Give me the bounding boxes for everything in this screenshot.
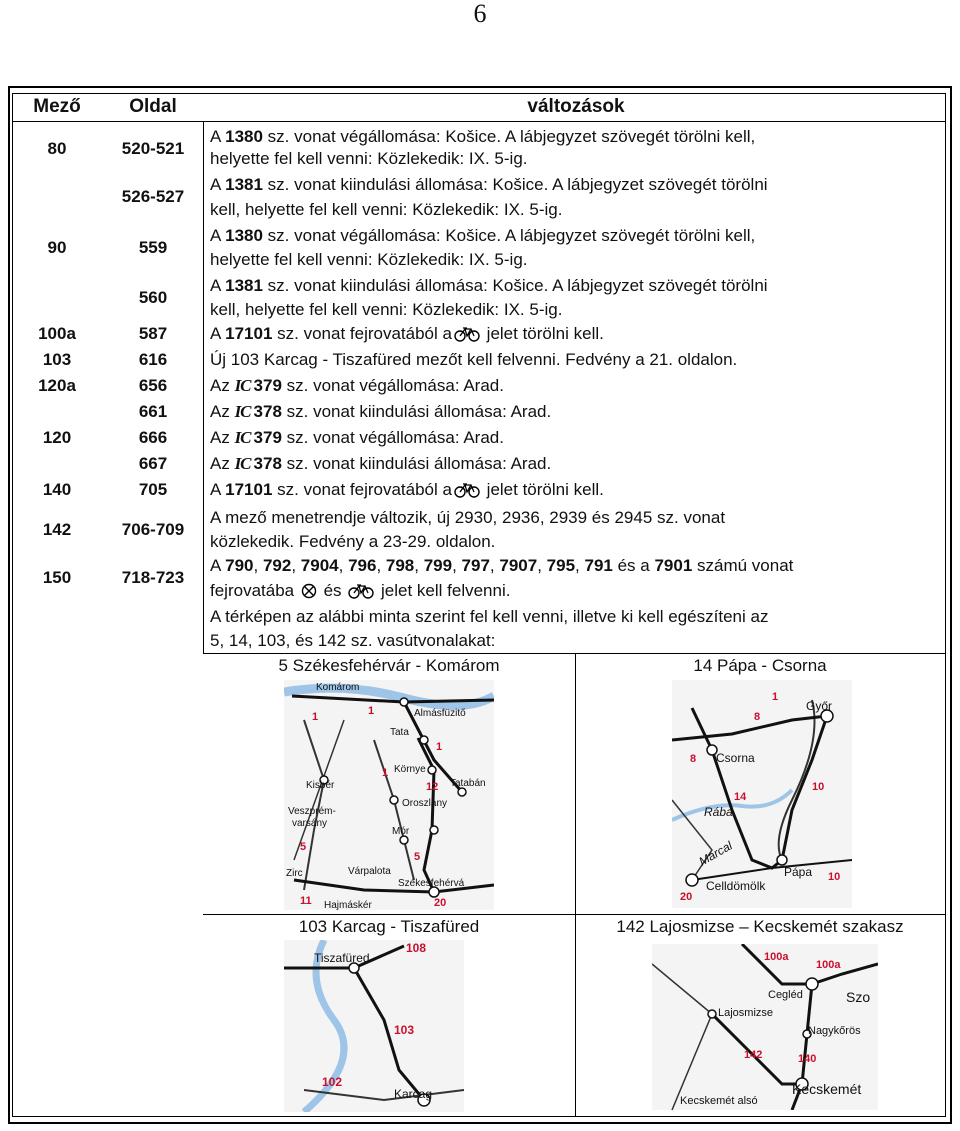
row-oldal: 560	[138, 288, 168, 307]
line-number: 5	[300, 841, 307, 853]
map-label: Veszprém-	[288, 806, 336, 817]
row-oldal: 587	[138, 324, 168, 343]
row-text: A 1380 sz. vonat végállomása: Košice. A lábjegyzet szövegét törölni kell,	[210, 226, 756, 245]
maps-intro: 5, 14, 103, és 142 sz. vasútvonalakat:	[210, 631, 496, 650]
row-oldal: 520-521	[121, 139, 185, 158]
header-valtozasok: változások	[527, 96, 625, 117]
row-oldal: 705	[138, 480, 168, 499]
rule	[12, 121, 946, 122]
map-label: Hajmáskér	[324, 900, 372, 910]
no-entry-box-icon	[301, 583, 317, 599]
map-label: Kecskemét	[792, 1081, 862, 1097]
rule	[203, 653, 945, 654]
line-number: 20	[434, 897, 447, 909]
map-label: Komárom	[316, 682, 360, 693]
row-text: kell, helyette fel kell venni: Közlekedik: IX. 5-ig.	[210, 200, 563, 219]
rule	[203, 914, 945, 915]
row-text: Az IC 379 sz. vonat végállomása: Arad.	[210, 376, 504, 395]
line-number: 8	[690, 753, 697, 765]
page-number: 6	[473, 0, 487, 28]
line-number: 108	[406, 941, 427, 955]
row-text: közlekedik. Fedvény a 23-29. oldalon.	[210, 532, 496, 551]
line-number: 10	[828, 871, 841, 883]
header-oldal: Oldal	[129, 96, 177, 117]
line-number: 102	[322, 1075, 343, 1089]
line-number: 20	[680, 891, 693, 903]
row-oldal: 656	[138, 376, 168, 395]
row-text: fejrovatába és jelet kell felvenni.	[210, 581, 511, 600]
rule	[12, 1116, 946, 1117]
maps-intro: A térképen az alábbi minta szerint fel kell venni, illetve ki kell egészíteni az	[210, 607, 769, 626]
line-number: 1	[436, 741, 443, 753]
row-mezo: 103	[42, 350, 72, 369]
line-number: 1	[772, 691, 779, 703]
row-mezo: 100a	[38, 324, 76, 343]
row-text: helyette fel kell venni: Közlekedik: IX. 5-ig.	[210, 250, 528, 269]
map-label: Pápa	[784, 865, 813, 879]
row-text: Új 103 Karcag - Tiszafüred mezőt kell felvenni. Fedvény a 21. oldalon.	[210, 350, 738, 369]
line-number: 1	[312, 711, 319, 723]
map-label: Almásfüzitő	[414, 708, 466, 719]
map-caption: 5 Székesfehérvár - Komárom	[278, 656, 500, 675]
line-number: 1	[368, 705, 375, 717]
map-label: Karcag	[394, 1087, 433, 1101]
bicycle-icon	[348, 583, 374, 599]
line-number: 100a	[816, 959, 841, 971]
row-text: A 790, 792, 7904, 796, 798, 799, 797, 7907, 795, 791 és a 7901 számú vonat	[210, 556, 794, 575]
row-text: A 1380 sz. vonat végállomása: Košice. A lábjegyzet szövegét törölni kell,	[210, 127, 756, 146]
line-number: 11	[300, 895, 312, 907]
row-text: A mező menetrendje változik, új 2930, 2936, 2939 és 2945 sz. vonat	[210, 508, 726, 527]
map-caption: 142 Lajosmizse – Kecskemét szakasz	[616, 917, 904, 936]
line-number: 10	[812, 781, 825, 793]
map-szekesfehervar-komarom	[284, 680, 494, 910]
row-oldal: 667	[138, 454, 168, 473]
map-label: Győr	[806, 699, 833, 713]
line-number: 5	[414, 851, 421, 863]
row-oldal: 526-527	[121, 187, 185, 206]
row-text: A 1381 sz. vonat kiindulási állomása: Košice. A lábjegyzet szövegét törölni	[210, 276, 768, 295]
row-oldal: 616	[138, 350, 168, 369]
row-text: Az IC 378 sz. vonat kiindulási állomása: Arad.	[210, 454, 552, 473]
map-karcag-tiszafured	[284, 940, 464, 1112]
bicycle-icon	[454, 326, 480, 342]
row-oldal: 706-709	[121, 520, 185, 539]
line-number: 103	[394, 1023, 415, 1037]
row-text: A 17101 sz. vonat fejrovatából a jelet törölni kell.	[210, 324, 604, 343]
rule	[203, 121, 204, 653]
row-text: helyette fel kell venni: Közlekedik: IX. 5-ig.	[210, 149, 528, 168]
bicycle-icon	[454, 482, 480, 498]
map-label: Tiszafüred	[314, 951, 370, 965]
map-label: Celldömölk	[706, 879, 766, 893]
map-papa-csorna	[672, 680, 852, 908]
map-label: Nagykőrös	[808, 1025, 861, 1037]
map-label: varsány	[292, 818, 328, 829]
line-number: 1	[382, 767, 389, 779]
map-label: Lajosmizse	[718, 1007, 774, 1019]
map-label: Környe	[394, 764, 426, 775]
map-caption: 14 Pápa - Csorna	[693, 656, 827, 675]
row-oldal: 718-723	[121, 568, 185, 587]
map-label: Cegléd	[768, 989, 803, 1001]
map-label: Mór	[392, 826, 410, 837]
row-text: A 17101 sz. vonat fejrovatából a jelet törölni kell.	[210, 480, 604, 499]
row-oldal: 661	[138, 402, 168, 421]
row-mezo: 80	[47, 139, 67, 158]
row-mezo: 90	[47, 238, 67, 257]
row-mezo: 142	[42, 520, 72, 539]
row-mezo: 150	[42, 568, 72, 587]
map-label: Zirc	[286, 868, 303, 879]
map-label: Kecskemét alsó	[680, 1095, 758, 1107]
header-mezo: Mező	[33, 96, 81, 117]
rule	[945, 93, 946, 1117]
line-number: 12	[426, 781, 439, 793]
map-label: Tatabán	[450, 778, 486, 789]
map-lajosmizse-kecskemet	[652, 944, 878, 1110]
map-label: Kisbér	[306, 780, 335, 791]
row-mezo: 140	[42, 480, 72, 499]
row-mezo: 120a	[38, 376, 76, 395]
line-number: 142	[744, 1049, 763, 1061]
line-number: 100a	[764, 951, 789, 963]
row-text: A 1381 sz. vonat kiindulási állomása: Košice. A lábjegyzet szövegét törölni	[210, 175, 768, 194]
line-number: 8	[754, 711, 761, 723]
row-mezo: 120	[42, 428, 72, 447]
row-text: Az IC 379 sz. vonat végállomása: Arad.	[210, 428, 504, 447]
line-number: 140	[798, 1053, 817, 1065]
rule	[12, 93, 13, 1117]
map-label: Szo	[846, 989, 871, 1005]
map-label: Tata	[390, 727, 409, 738]
map-label: Csorna	[716, 751, 755, 765]
row-oldal: 666	[138, 428, 168, 447]
rule	[12, 93, 946, 94]
map-caption: 103 Karcag - Tiszafüred	[298, 917, 480, 936]
map-label: Marcal	[696, 838, 735, 869]
rule	[575, 653, 576, 1116]
map-label: Székesfehérvá	[398, 878, 465, 889]
map-label: Rába	[704, 805, 733, 819]
line-number: 14	[734, 791, 747, 803]
row-oldal: 559	[138, 238, 168, 257]
row-text: kell, helyette fel kell venni: Közlekedik: IX. 5-ig.	[210, 300, 563, 319]
map-label: Várpalota	[348, 866, 391, 877]
row-text: Az IC 378 sz. vonat kiindulási állomása: Arad.	[210, 402, 552, 421]
map-label: Oroszlány	[402, 798, 448, 809]
